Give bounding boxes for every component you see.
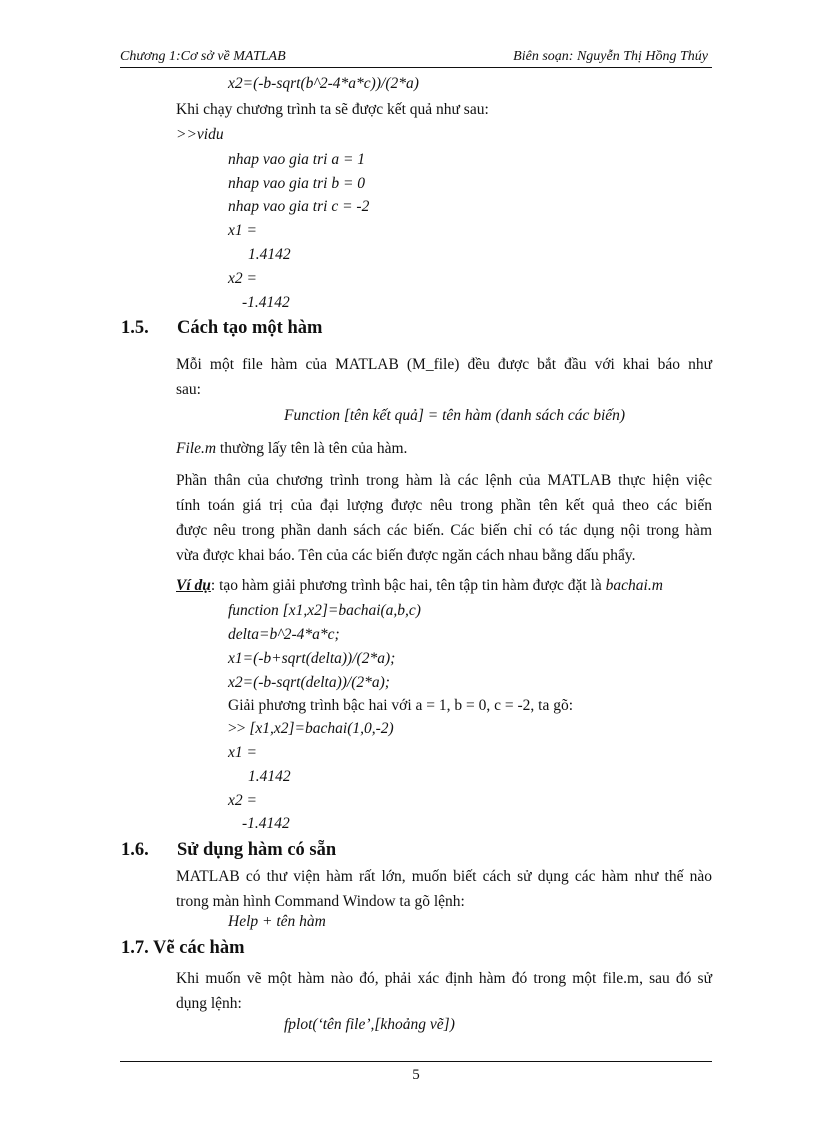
- example-label: Ví dụ: [176, 577, 211, 594]
- code-delta-line: delta=b^2-4*a*c;: [228, 626, 340, 643]
- paragraph-line: tính toán giá trị của đại lượng được nêu trong phần tên kết quả theo các biến: [176, 497, 712, 514]
- section-1-5-number: 1.5.: [121, 318, 149, 338]
- paragraph-line: được nêu trong phần danh sách các biến. Các biến chỉ có tác dụng nội trong hàm: [176, 522, 712, 539]
- output-x1-value: 1.4142: [248, 246, 291, 263]
- section-1-6-title: Sử dụng hàm có sẵn: [177, 840, 337, 860]
- section-1-7-paragraph: [176, 966, 712, 1016]
- output-x1-label: x1 =: [228, 222, 257, 239]
- paragraph-line: trong màn hình Command Window ta gõ lệnh:: [176, 893, 465, 910]
- code-x2-formula: x2=(-b-sqrt(b^2-4*a*c))/(2*a): [228, 75, 419, 92]
- filem-note: [176, 440, 407, 458]
- paragraph-line: Phần thân của chương trình trong hàm là các lệnh của MATLAB thực hiện việc: [176, 472, 712, 489]
- section-1-6-number: 1.6.: [121, 840, 149, 860]
- example-x1-label: x1 =: [228, 744, 257, 761]
- paragraph-line: Mỗi một file hàm của MATLAB (M_file) đều được bắt đầu với khai báo như: [176, 356, 712, 373]
- section-1-7-title: 1.7. Vẽ các hàm: [121, 938, 245, 958]
- header-chapter: Chương 1:Cơ sở về MATLAB: [120, 49, 286, 64]
- help-command: Help + tên hàm: [228, 913, 326, 930]
- example-filename: bachai.m: [605, 577, 663, 594]
- input-b-line: nhap vao gia tri b = 0: [228, 175, 366, 192]
- call-expression: [x1,x2]=bachai(1,0,-2): [249, 720, 394, 737]
- footer-rule: [120, 1061, 712, 1062]
- input-a-line: nhap vao gia tri a = 1: [228, 151, 366, 168]
- section-1-5-title: Cách tạo một hàm: [177, 318, 323, 338]
- fplot-command: fplot(‘tên file’,[khoảng vẽ]): [284, 1016, 455, 1033]
- example-x2-value: -1.4142: [242, 815, 290, 832]
- filem-rest: thường lấy tên là tên của hàm.: [216, 440, 408, 457]
- header-author: Biên soạn: Nguyễn Thị Hồng Thúy: [513, 49, 708, 64]
- function-call-line: [228, 720, 394, 738]
- paragraph-line: Khi muốn vẽ một hàm nào đó, phải xác định hàm đó trong một file.m, sau đó sử: [176, 970, 712, 987]
- header-rule: [120, 67, 712, 68]
- example-text: : tạo hàm giải phương trình bậc hai, tên tập tin hàm được đặt là: [210, 577, 606, 594]
- command-prompt: >>vidu: [176, 126, 224, 143]
- call-prompt: >>: [228, 720, 250, 737]
- example-x1-value: 1.4142: [248, 768, 291, 785]
- paragraph-line: vừa được khai báo. Tên của các biến được ngăn cách nhau bằng dấu phẩy.: [176, 547, 636, 564]
- run-intro-text: Khi chạy chương trình ta sẽ được kết quả như sau:: [176, 101, 489, 118]
- example-line: [176, 577, 663, 595]
- code-x2-line: x2=(-b-sqrt(delta))/(2*a);: [228, 674, 390, 691]
- solve-instruction: Giải phương trình bậc hai với a = 1, b = 0, c = -2, ta gõ:: [228, 697, 574, 714]
- code-x1-line: x1=(-b+sqrt(delta))/(2*a);: [228, 650, 396, 667]
- output-x2-label: x2 =: [228, 270, 257, 287]
- output-x2-value: -1.4142: [242, 294, 290, 311]
- section-1-6-paragraph: [176, 864, 712, 914]
- paragraph-line: dụng lệnh:: [176, 995, 242, 1012]
- section-1-5-intro-paragraph: [176, 352, 712, 402]
- function-signature: Function [tên kết quả] = tên hàm (danh sách các biến): [284, 407, 626, 424]
- section-1-5-body-paragraph: [176, 468, 712, 568]
- input-c-line: nhap vao gia tri c = -2: [228, 198, 370, 215]
- page-number: 5: [412, 1067, 420, 1083]
- paragraph-line: sau:: [176, 381, 201, 398]
- filem-italic: File.m: [176, 440, 217, 457]
- code-function-declaration: function [x1,x2]=bachai(a,b,c): [228, 602, 421, 619]
- paragraph-line: MATLAB có thư viện hàm rất lớn, muốn biết cách sử dụng các hàm như thế nào: [176, 868, 712, 885]
- example-x2-label: x2 =: [228, 792, 257, 809]
